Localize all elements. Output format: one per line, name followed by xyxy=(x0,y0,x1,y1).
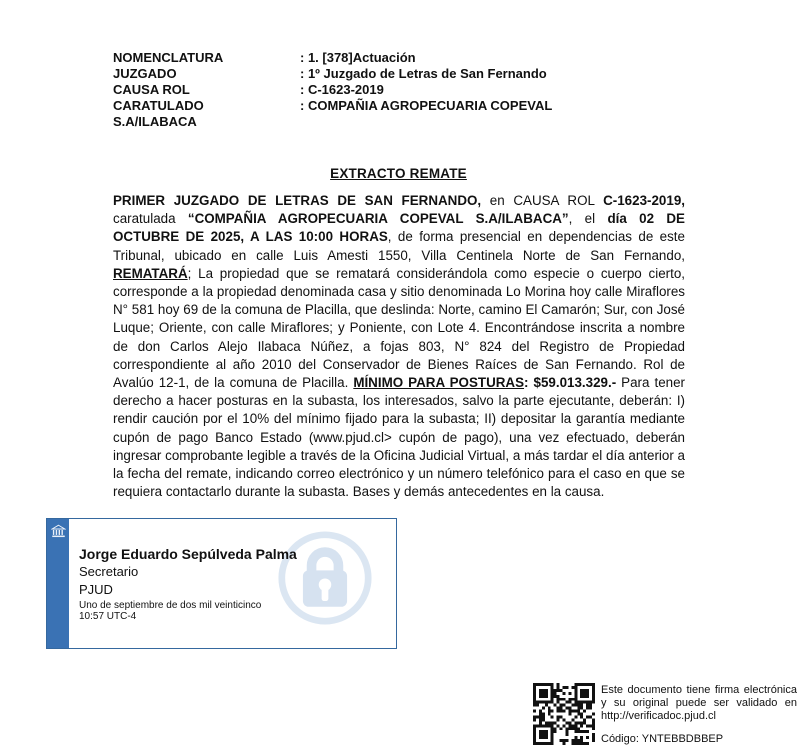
verification-text: Este documento tiene firma electrónica y su original puede ser validado en http://verificadoc.pjud.cl xyxy=(601,684,797,722)
qr-code xyxy=(533,683,595,745)
field-value: : 1º Juzgado de Letras de San Fernando xyxy=(300,66,547,81)
header-row-caratulado xyxy=(113,98,693,114)
field-label: NOMENCLATURA xyxy=(113,50,224,65)
signature-date: Uno de septiembre de dos mil veinticinco xyxy=(79,600,262,611)
field-value: : C-1623-2019 xyxy=(300,82,384,97)
header-row-juzgado xyxy=(113,66,693,82)
field-value: : 1. [378]Actuación xyxy=(300,50,416,65)
signature-box xyxy=(46,518,397,649)
signer-name: Jorge Eduardo Sepúlveda Palma xyxy=(79,546,297,562)
page-title: EXTRACTO REMATE xyxy=(330,166,467,181)
verification-code: Código: YNTEBBDBBEP xyxy=(601,733,724,745)
header-row-caratulado-wrap xyxy=(113,114,693,130)
header-row-nomenclatura xyxy=(113,50,693,66)
field-label: CAUSA ROL xyxy=(113,82,190,97)
field-label: JUZGADO xyxy=(113,66,177,81)
field-value: : COMPAÑIA AGROPECUARIA COPEVAL xyxy=(300,98,553,113)
header-row-causa-rol xyxy=(113,82,693,98)
signer-role: Secretario xyxy=(79,564,139,579)
signer-institution: PJUD xyxy=(79,582,113,597)
signature-content xyxy=(79,545,386,622)
body-paragraph: PRIMER JUZGADO DE LETRAS DE SAN FERNANDO, en CAUSA ROL C-1623-2019, caratulada “COMPAÑIA AGROPECUARIA COPEVAL S.A/ILABACA”, el día 02 DE OCTUBRE DE 2025, A LAS 10:00 HORAS, de forma presencial en dependencias de este Tribunal, ubicado en calle Luis Amesti 1550, Villa Centinela Norte de San Fernando, REMATARÁ; La propiedad que se rematará considerándola como especie o cuerpo cierto, corresponde a la propiedad denominada casa y sitio denominada Lo Morina hoy calle Miraflores N° 581 hoy 69 de la comuna de Placilla, que deslinda: Norte, camino El Camarón; Sur, con José Luque; Oriente, con calle Miraflores; y Poniente, con Lote 4. Encontrándose inscrita a nombre de don Carlos Alejo Ilabaca Núñez, a fojas 803, N° 824 del Registro de Propiedad correspondiente al año 2010 del Conservador de Bienes Raíces de San Fernando. Rol de Avalúo 12-1, de la comuna de Placilla. MÍNIMO PARA POSTURAS: $59.013.329.- Para tener derecho a hacer posturas en la subasta, los interesados, salvo la parte ejecutante, deberán: I) rendir caución por el 10% del mínimo fijado para la subasta; II) depositar la garantía mediante cupón de pago Banco Estado (www.pjud.cl> cupón de pago), una vez efectuado, deberán ingresar comprobante legible a través de la Oficina Judicial Virtual, a más tardar el día anterior a la fecha del remate, indicando correo electrónico y un número telefónico para el caso en que se requiera contactarlo durante la subasta. Bases y demás antecedentes en la causa. xyxy=(113,193,685,500)
field-label: CARATULADO xyxy=(113,98,204,113)
header-field-block xyxy=(113,50,693,130)
courthouse-icon xyxy=(51,524,66,544)
field-value-continuation: S.A/ILABACA xyxy=(113,114,197,129)
signature-time: 10:57 UTC-4 xyxy=(79,611,137,622)
signature-accent-strip xyxy=(47,519,69,648)
